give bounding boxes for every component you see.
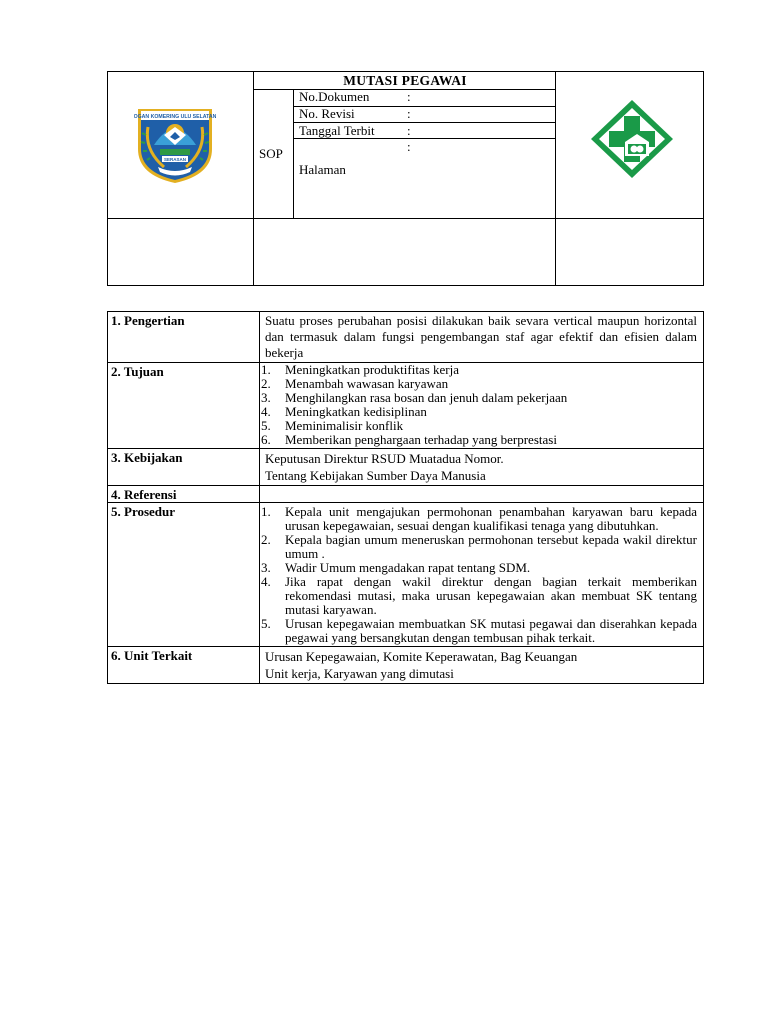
- field-tanggal-terbit-label: Tanggal Terbit: [299, 123, 375, 138]
- section-label: 4. Referensi: [108, 486, 260, 503]
- section-value: [260, 503, 704, 647]
- section-value: [260, 363, 704, 449]
- list-item: 6. Memberikan penghargaan terhadap yang berprestasi: [261, 432, 557, 447]
- list-item: 5. Meminimalisir konflik: [261, 418, 404, 433]
- field-no-dokumen-label: No.Dokumen: [299, 89, 370, 104]
- prosedur-list: [261, 504, 697, 645]
- header-divider: [108, 218, 703, 219]
- header-divider: [253, 72, 254, 285]
- field-tanggal-terbit-sep: :: [407, 123, 411, 138]
- field-no-revisi-sep: :: [407, 106, 411, 121]
- list-item: 4. Jika rapat dengan wakil direktur dengan bagian terkait memberikan rekomendasi mutasi, maka urusan kepegawaian akan membuat SK tentang mutasi karyawan.: [261, 574, 697, 617]
- table-row: [108, 312, 704, 363]
- header-divider: [293, 89, 294, 218]
- unit-terkait-line: Unit kerja, Karyawan yang dimutasi: [265, 666, 454, 681]
- document-title: MUTASI PEGAWAI: [343, 73, 467, 88]
- table-row: [108, 647, 704, 684]
- kebijakan-line: Keputusan Direktur RSUD Muatadua Nomor.: [265, 451, 504, 466]
- section-label: 5. Prosedur: [108, 503, 260, 647]
- list-item: 1. Meningkatkan produktifitas kerja: [261, 362, 460, 377]
- section-label: 6. Unit Terkait: [108, 647, 260, 684]
- emblem-motto-text: SERASAN: [163, 157, 187, 162]
- header-table: [107, 71, 704, 286]
- table-row: [108, 363, 704, 449]
- header-divider: [555, 72, 556, 285]
- regency-emblem-logo: [134, 105, 216, 185]
- section-label: 1. Pengertian: [108, 312, 260, 363]
- field-no-dokumen-sep: :: [407, 89, 411, 104]
- field-no-revisi-label: No. Revisi: [299, 106, 355, 121]
- list-item: 1. Kepala unit mengajukan permohonan penambahan karyawan baru kepada urusan kepegawaian, sesuai dengan kualifikasi tenaga yang dibutuhkan.: [261, 504, 697, 533]
- list-item: 2. Menambah wawasan karyawan: [261, 376, 449, 391]
- emblem-banner-text: OGAN KOMERING ULU SELATAN: [134, 114, 216, 120]
- table-row: [108, 449, 704, 486]
- header-divider: [293, 138, 555, 139]
- unit-terkait-line: Urusan Kepegawaian, Komite Keperawatan, Bag Keuangan: [265, 649, 578, 664]
- list-item: 2. Kepala bagian umum meneruskan permohonan tersebut kepada wakil direktur umum .: [261, 532, 697, 561]
- table-row: [108, 486, 704, 503]
- list-item: 4. Meningkatkan kedisiplinan: [261, 404, 427, 419]
- sop-content-table: [107, 311, 704, 684]
- kebijakan-line: Tentang Kebijakan Sumber Daya Manusia: [265, 468, 486, 483]
- section-label: 2. Tujuan: [108, 363, 260, 449]
- section-value: [260, 449, 704, 486]
- sop-label: SOP: [259, 146, 283, 161]
- pengertian-text: Suatu proses perubahan posisi dilakukan baik sevara vertical maupun horizontal dan termasuk dalam fungsi pengembangan staf agar efektif dan efisien dalam bekerja: [265, 313, 697, 360]
- field-halaman-label: Halaman: [299, 162, 346, 177]
- field-halaman-sep: :: [407, 139, 411, 154]
- section-value: [260, 312, 704, 363]
- health-cross-logo: [587, 98, 677, 180]
- section-value: [260, 486, 704, 503]
- table-row: [108, 503, 704, 647]
- list-item: 3. Wadir Umum mengadakan rapat tentang SDM.: [261, 560, 531, 575]
- list-item: 5. Urusan kepegawaian membuatkan SK mutasi pegawai dan diserahkan kepada pegawai yang bersangkutan dengan tembusan pihak terkait.: [261, 616, 697, 645]
- list-item: 3. Menghilangkan rasa bosan dan jenuh dalam pekerjaan: [261, 390, 568, 405]
- section-label: 3. Kebijakan: [108, 449, 260, 486]
- section-value: [260, 647, 704, 684]
- tujuan-list: [261, 362, 697, 447]
